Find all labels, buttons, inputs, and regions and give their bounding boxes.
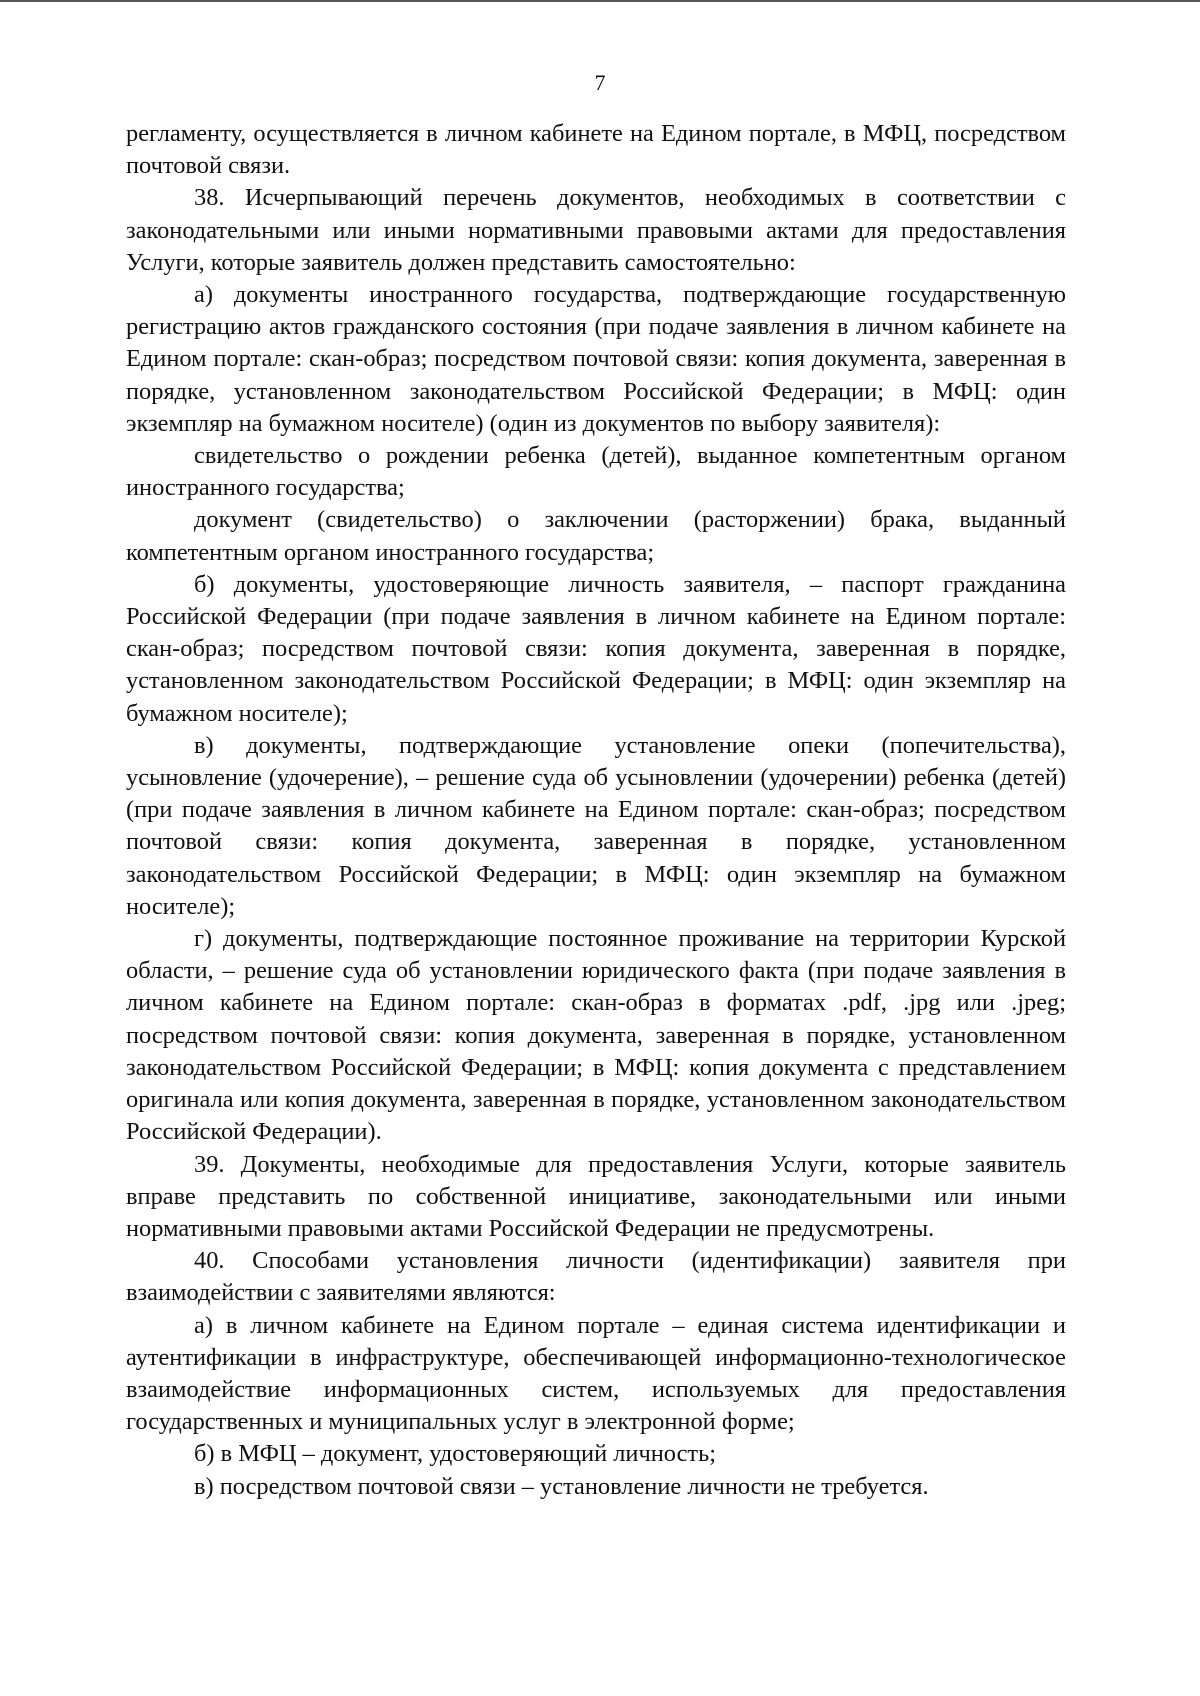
- top-border-line: [0, 0, 1200, 2]
- paragraph-38-a-birth-certificate: свидетельство о рождении ребенка (детей), выданное компетентным органом иностранного государства;: [126, 442, 1066, 502]
- paragraph-38-a: а) документы иностранного государства, подтверждающие государственную регистрацию актов гражданского состояния (при подаче заявления в личном кабинете на Едином портале: скан-образ; посредством почтовой связи: копия документа, заверенная в порядке, установленном законодательством Российской Федерации; в МФЦ: один экземпляр на бумажном носителе) (один из документов по выбору заявителя):: [126, 281, 1066, 437]
- document-body: [126, 118, 1066, 1503]
- page-number: 7: [594, 70, 606, 95]
- paragraph-40-b: б) в МФЦ – документ, удостоверяющий личность;: [194, 1440, 716, 1468]
- paragraph-40-v: в) посредством почтовой связи – установление личности не требуется.: [194, 1472, 929, 1500]
- paragraph-38-v: в) документы, подтверждающие установление опеки (попечительства), усыновление (удочерение), – решение суда об усыновлении (удочерении) ребенка (детей) (при подаче заявления в личном кабинете на Едином портале: скан-образ; посредством почтовой связи: копия документа, заверенная в порядке, установленном законодательством Российской Федерации; в МФЦ: один экземпляр на бумажном носителе);: [126, 731, 1066, 920]
- paragraph-40: 40. Способами установления личности (идентификации) заявителя при взаимодействии с заявителями являются:: [126, 1247, 1066, 1307]
- paragraph-40-a: а) в личном кабинете на Едином портале – единая система идентификации и аутентификации в инфраструктуре, обеспечивающей информационно-технологическое взаимодействие информационных систем, используемых для предоставления государственных и муниципальных услуг в электронной форме;: [126, 1311, 1066, 1436]
- paragraph-39: 39. Документы, необходимые для предоставления Услуги, которые заявитель вправе представить по собственной инициативе, законодательными или иными нормативными правовыми актами Российской Федерации не предусмотрены.: [126, 1150, 1066, 1242]
- paragraph-38: 38. Исчерпывающий перечень документов, необходимых в соответствии с законодательными или иными нормативными правовыми актами для предоставления Услуги, которые заявитель должен представить самостоятельно:: [126, 184, 1066, 276]
- paragraph-continuation: регламенту, осуществляется в личном кабинете на Едином портале, в МФЦ, посредством почтовой связи.: [126, 120, 1066, 180]
- paragraph-38-b: б) документы, удостоверяющие личность заявителя, – паспорт гражданина Российской Федерации (при подаче заявления в личном кабинете на Едином портале: скан-образ; посредством почтовой связи: копия документа, заверенная в порядке, установленном законодательством Российской Федерации; в МФЦ: один экземпляр на бумажном носителе);: [126, 570, 1066, 727]
- paragraph-38-a-marriage-certificate: документ (свидетельство) о заключении (расторжении) брака, выданный компетентным органом иностранного государства;: [126, 506, 1066, 566]
- paragraph-38-g: г) документы, подтверждающие постоянное проживание на территории Курской области, – решение суда об установлении юридического факта (при подаче заявления в личном кабинете на Едином портале: скан-образ в форматах .pdf, .jpg или .jpeg; посредством почтовой связи: копия документа, заверенная в порядке, установленном законодательством Российской Федерации; в МФЦ: копия документа с представлением оригинала или копия документа, заверенная в порядке, установленном законодательством Российской Федерации).: [126, 925, 1066, 1146]
